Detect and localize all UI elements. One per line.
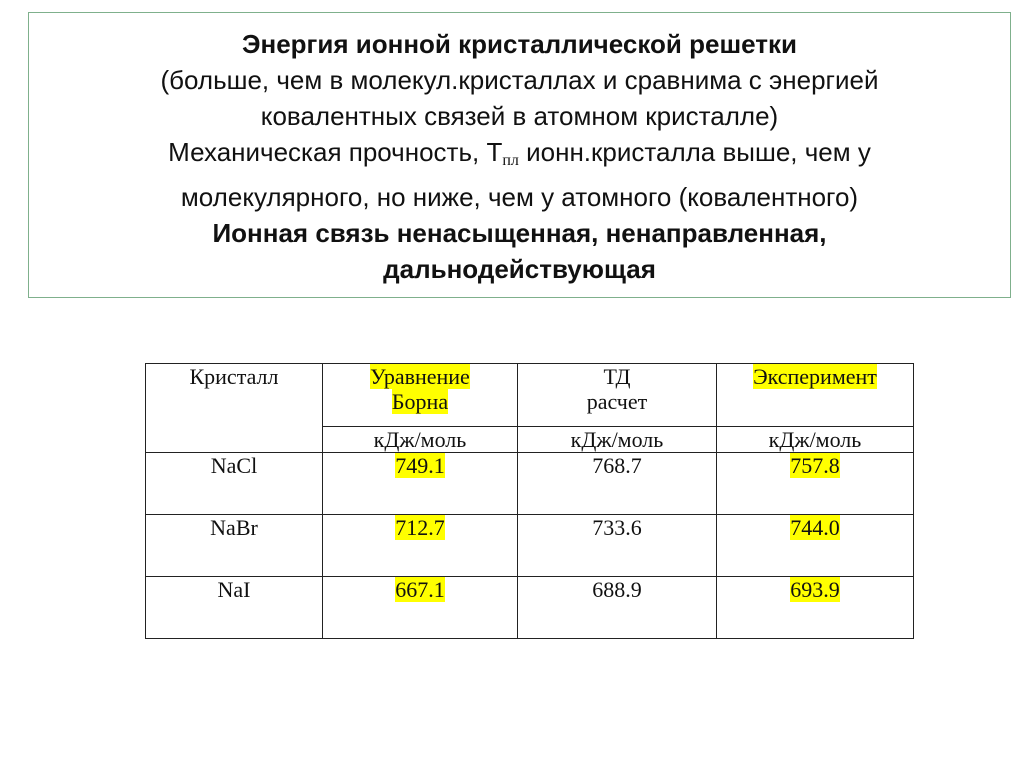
cell-td: 768.7 [518, 453, 717, 515]
header-experiment: Эксперимент [717, 364, 914, 427]
heading-line-2: (больше, чем в молекул.кристаллах и сравнима с энергией [160, 65, 879, 95]
heading-line-4-prefix: Механическая прочность, T [168, 137, 503, 167]
cell-td: 688.9 [518, 577, 717, 639]
cell-experiment: 744.0 [717, 515, 914, 577]
cell-born: 667.1 [323, 577, 518, 639]
bold-statement-2: дальнодействующая [383, 254, 656, 284]
heading-line-4 [29, 134, 1010, 179]
cell-born: 712.7 [323, 515, 518, 577]
unit-td: кДж/моль [518, 427, 717, 453]
header-td: ТД расчет [518, 364, 717, 427]
cell-crystal: NaBr [146, 515, 323, 577]
header-born: Уравнение Борна [323, 364, 518, 427]
unit-born: кДж/моль [323, 427, 518, 453]
melting-subscript: пл [502, 152, 519, 169]
slide-title: Энергия ионной кристаллической решетки [242, 29, 797, 59]
cell-td: 733.6 [518, 515, 717, 577]
heading-line-3: ковалентных связей в атомном кристалле) [260, 101, 779, 131]
cell-crystal: NaCl [146, 453, 323, 515]
table-header-row [146, 364, 914, 427]
heading-line-4-suffix: ионн.кристалла выше, чем у [518, 137, 871, 167]
lattice-energy-table [145, 363, 914, 639]
table-row [146, 453, 914, 515]
heading-line-5: молекулярного, но ниже, чем у атомного (ковалентного) [180, 182, 859, 212]
unit-experiment: кДж/моль [717, 427, 914, 453]
cell-experiment: 757.8 [717, 453, 914, 515]
header-crystal: Кристалл [146, 364, 323, 453]
cell-experiment: 693.9 [717, 577, 914, 639]
cell-crystal: NaI [146, 577, 323, 639]
bold-statement-1: Ионная связь ненасыщенная, ненаправленная, [212, 218, 827, 248]
heading-box [28, 12, 1011, 298]
table-row [146, 577, 914, 639]
table-row [146, 515, 914, 577]
cell-born: 749.1 [323, 453, 518, 515]
